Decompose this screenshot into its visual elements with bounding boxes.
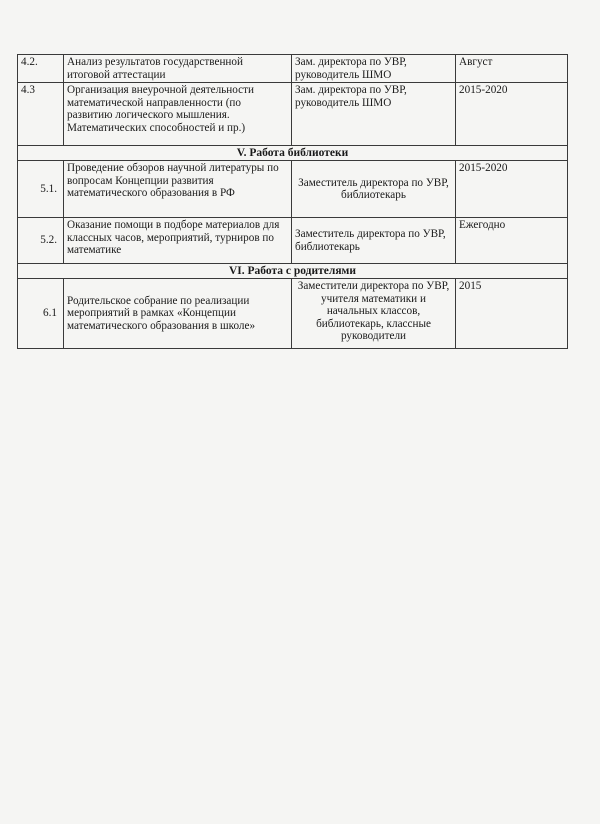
section-title: VI. Работа с родителями — [18, 264, 568, 279]
row-responsible: Зам. директора по УВР, руководитель ШМО — [292, 83, 456, 146]
section-row — [18, 146, 568, 161]
row-responsible: Зам. директора по УВР, руководитель ШМО — [292, 55, 456, 83]
plan-table — [17, 54, 568, 349]
row-responsible: Заместитель директора по УВР, библиотекарь — [292, 218, 456, 264]
row-activity: Организация внеурочной деятельности математической направленности (по развитию логического мышления. Математических способностей и пр.) — [64, 83, 292, 146]
table-row — [18, 83, 568, 146]
row-number: 6.1 — [18, 279, 64, 349]
row-date: 2015 — [456, 279, 568, 349]
row-activity: Родительское собрание по реализации мероприятий в рамках «Концепции математического образования в школе» — [64, 279, 292, 349]
section-row — [18, 264, 568, 279]
row-date: 2015-2020 — [456, 161, 568, 218]
table-row — [18, 279, 568, 349]
table-row — [18, 55, 568, 83]
row-number: 5.2. — [18, 218, 64, 264]
section-title: V. Работа библиотеки — [18, 146, 568, 161]
row-date: Август — [456, 55, 568, 83]
row-number: 4.2. — [18, 55, 64, 83]
row-activity: Анализ результатов государственной итоговой аттестации — [64, 55, 292, 83]
table-row — [18, 218, 568, 264]
row-activity: Проведение обзоров научной литературы по вопросам Концепции развития математического образования в РФ — [64, 161, 292, 218]
row-number: 4.3 — [18, 83, 64, 146]
row-date: 2015-2020 — [456, 83, 568, 146]
row-number: 5.1. — [18, 161, 64, 218]
table-row — [18, 161, 568, 218]
row-date: Ежегодно — [456, 218, 568, 264]
row-activity: Оказание помощи в подборе материалов для классных часов, мероприятий, турниров по математике — [64, 218, 292, 264]
row-responsible: Заместитель директора по УВР, библиотекарь — [292, 161, 456, 218]
row-responsible: Заместители директора по УВР, учителя математики и начальных классов, библиотекарь, классные руководители — [292, 279, 456, 349]
